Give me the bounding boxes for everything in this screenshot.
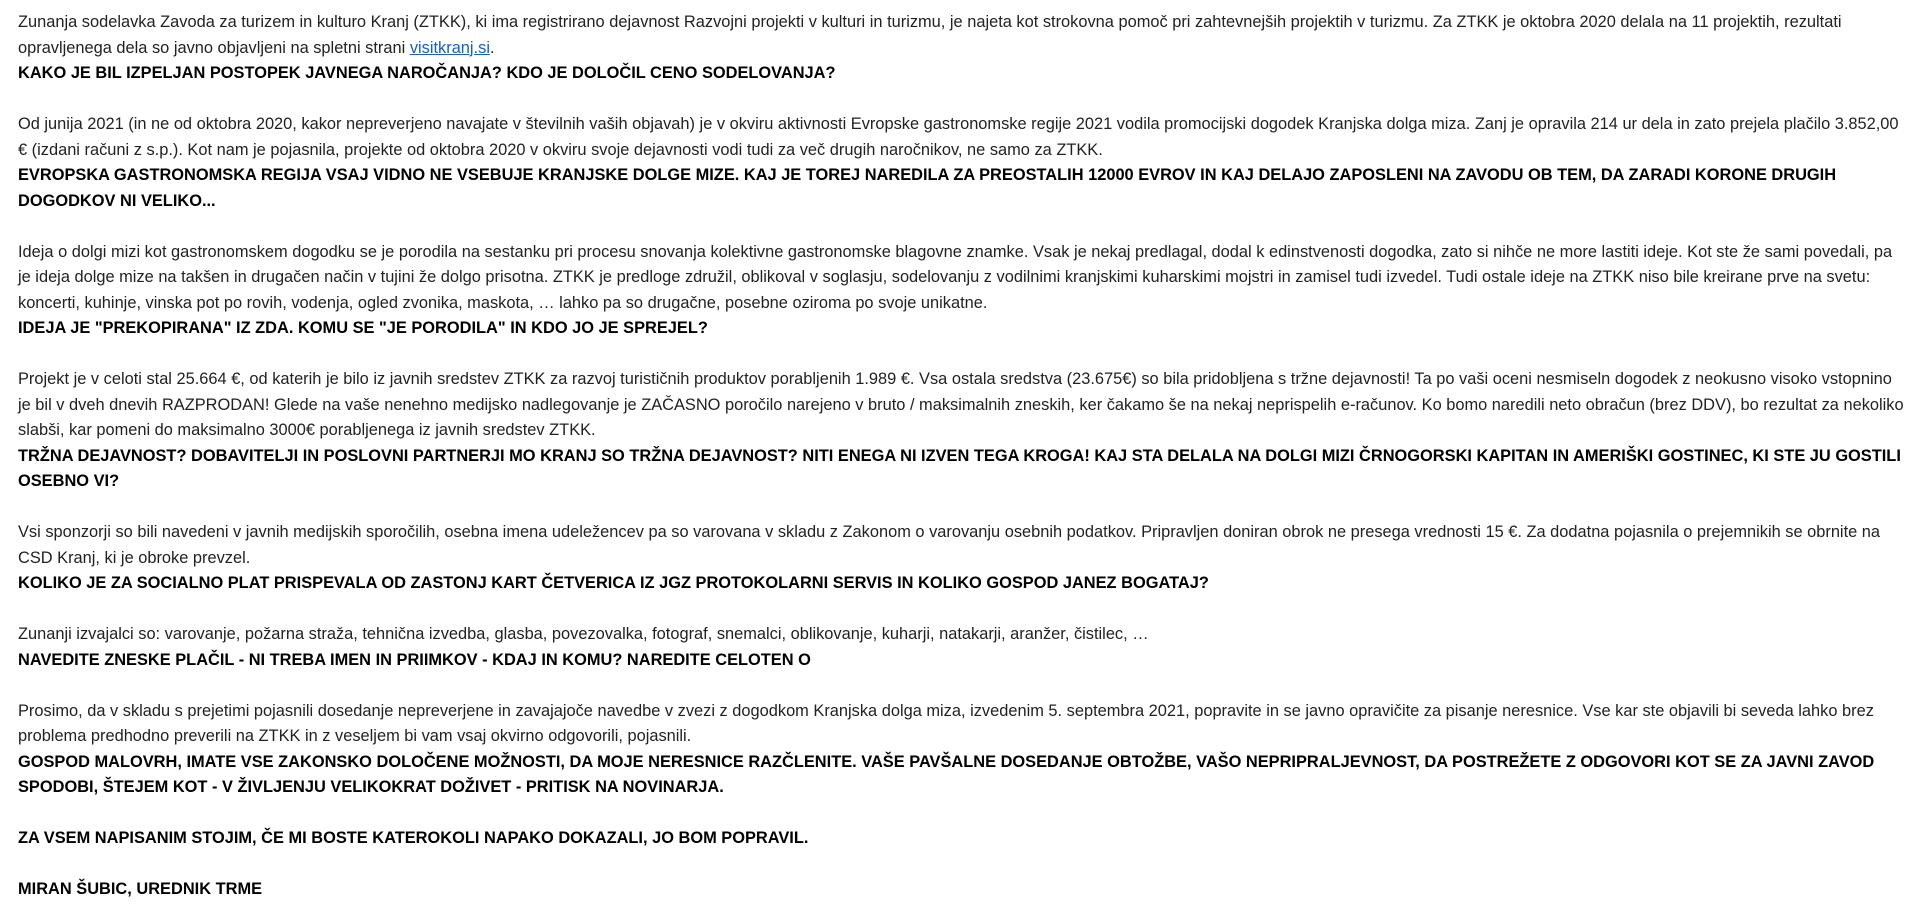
paragraph-spacer bbox=[18, 852, 1908, 878]
paragraph-spacer bbox=[18, 673, 1908, 699]
question-heading: NAVEDITE ZNESKE PLAČIL - NI TREBA IMEN IN PRIIMKOV - KDAJ IN KOMU? NAREDITE CELOTEN O bbox=[18, 650, 811, 669]
author-signature: MIRAN ŠUBIC, UREDNIK TRME bbox=[18, 880, 263, 898]
paragraph-spacer bbox=[18, 495, 1908, 521]
visitkranj-link[interactable]: visitkranj.si bbox=[409, 38, 490, 57]
question-heading: EVROPSKA GASTRONOMSKA REGIJA VSAJ VIDNO NE VSEBUJE KRANJSKE DOLGE MIZE. KAJ JE TOREJ NAREDILA ZA PREOSTALIH 12000 EVROV IN KAJ DELAJO ZAPOSLENI NA ZAVODU OB TEM, DA ZARADI KORONE DRUGIH DOGODKOV NI VELIKO... bbox=[18, 166, 1837, 210]
question-heading: TRŽNA DEJAVNOST? DOBAVITELJI IN POSLOVNI PARTNERJI MO KRANJ SO TRŽNA DEJAVNOST? NITI ENEGA NI IZVEN TEGA KROGA! KAJ STA DELALA NA DOLGI MIZI ČRNOGORSKI KAPITAN IN AMERIŠKI GOSTINEC, KI STE JU GOSTILI OSEBNO VI? bbox=[18, 446, 1901, 490]
article-body bbox=[18, 10, 1908, 903]
question-heading: GOSPOD MALOVRH, IMATE VSE ZAKONSKO DOLOČENE MOŽNOSTI, DA MOJE NERESNICE RAZČLENITE. VAŠE PAVŠALNE DOSEDANJE OBTOŽBE, VAŠO NEPRIPRALJEVNOST, DA POSTREŽETE Z ODGOVORI KOT SE ZA JAVNI ZAVOD SPODOBI, ŠTEJEM KOT - V ŽIVLJENJU VELIKOKRAT DOŽIVET - PRITISK NA NOVINARJA. bbox=[18, 752, 1875, 796]
question-heading: KOLIKO JE ZA SOCIALNO PLAT PRISPEVALA OD ZASTONJ KART ČETVERICA IZ JGZ PROTOKOLARNI SERVIS IN KOLIKO GOSPOD JANEZ BOGATAJ? bbox=[18, 574, 1209, 592]
answer-text-end: . bbox=[489, 38, 495, 57]
paragraph-spacer bbox=[18, 214, 1908, 240]
answer-text: Zunanja sodelavka Zavoda za turizem in kulturo Kranj (ZTKK), ki ima registrirano dejavnost Razvojni projekti v kulturi in turizmu, je najeta kot strokovna pomoč pri zahtevnejših projektih v turizmu. Za ZTKK je oktobra 2020 delala na 11 projektih, rezultati opravljenega dela so javno objavljeni na spletni strani bbox=[18, 13, 1842, 57]
paragraph-spacer bbox=[18, 87, 1908, 113]
answer-paragraph: Zunanji izvajalci so: varovanje, požarna straža, tehnična izvedba, glasba, povezovalka, fotograf, snemalci, oblikovanje, kuharji, natakarji, aranžer, čistilec, … bbox=[18, 625, 1149, 643]
answer-paragraph: Od junija 2021 (in ne od oktobra 2020, kakor nepreverjeno navajate v številnih vaših objavah) je v okviru aktivnosti Evropske gastronomske regije 2021 vodila promocijski dogodek Kranjska dolga miza. Zanj je opravila 214 ur dela in zato prejela plačilo 3.852,00 € (izdani računi z s.p.). Kot nam je pojasnila, projekte od oktobra 2020 v okviru svoje dejavnosti vodi tudi za več drugih naročnikov, ne samo za ZTKK. bbox=[18, 115, 1899, 159]
answer-paragraph: Prosimo, da v skladu s prejetimi pojasnili dosedanje nepreverjene in zavajajoče navedbe v zvezi z dogodkom Kranjska dolga miza, izvedenim 5. septembra 2021, popravite in se javno opravičite za pisanje neresnice. Vse kar ste objavili bi seveda lahko brez problema predhodno preverili na ZTKK in z veseljem bi vam vsaj okvirno odgovorili, pojasnili. bbox=[18, 701, 1874, 745]
answer-paragraph: Vsi sponzorji so bili navedeni v javnih medijskih sporočilih, osebna imena udeležencev pa so varovana v skladu z Zakonom o varovanju osebnih podatkov. Pripravljen doniran obrok ne presega vrednosti 15 €. Za dodatna pojasnila o prejemnikih se obrnite na CSD Kranj, ki je obroke prevzel. bbox=[18, 523, 1881, 567]
question-heading: IDEJA JE "PREKOPIRANA" IZ ZDA. KOMU SE "JE PORODILA" IN KDO JO JE SPREJEL? bbox=[18, 319, 708, 337]
closing-statement: ZA VSEM NAPISANIM STOJIM, ČE MI BOSTE KATEROKOLI NAPAKO DOKAZALI, JO BOM POPRAVIL. bbox=[18, 829, 809, 847]
paragraph-spacer bbox=[18, 597, 1908, 623]
paragraph-spacer bbox=[18, 801, 1908, 827]
answer-paragraph: Ideja o dolgi mizi kot gastronomskem dogodku se je porodila na sestanku pri procesu snovanja kolektivne gastronomske blagovne znamke. Vsak je nekaj predlagal, dodal k edinstvenosti dogodka, zato si nihče ne more lastiti ideje. Kot ste že sami povedali, pa je ideja dolge mize na takšen in drugačen način v tujini že dolgo prisotna. ZTKK je predloge združil, oblikoval v soglasju, sodelovanju z vodilnimi kranjskimi kuharskimi mojstri in zamisel tudi izvedel. Tudi ostale ideje na ZTKK niso bile kreirane prve na svetu: koncerti, kuhinje, vinska pot po rovih, vodenja, ogled zvonika, maskota, … lahko pa so drugačne, posebne oziroma po svoje unikatne. bbox=[18, 242, 1893, 312]
question-heading: KAKO JE BIL IZPELJAN POSTOPEK JAVNEGA NAROČANJA? KDO JE DOLOČIL CENO SODELOVANJA? bbox=[18, 64, 836, 82]
answer-paragraph bbox=[18, 10, 1908, 61]
paragraph-spacer bbox=[18, 342, 1908, 368]
answer-paragraph: Projekt je v celoti stal 25.664 €, od katerih je bilo iz javnih sredstev ZTKK za razvoj turističnih produktov porabljenih 1.989 €. Vsa ostala sredstva (23.675€) so bila pridobljena s tržne dejavnosti! Ta po vaši oceni nesmiseln dogodek z neokusno visoko vstopnino je bil v dveh dnevih RAZPRODAN! Glede na vaše nenehno medijsko nadlegovanje je ZAČASNO poročilo narejeno v bruto / maksimalnih zneskih, ker čakamo še na nekaj neprispelih e-računov. Ko bomo naredili neto obračun (brez DDV), bo rezultat za nekoliko slabši, kar pomeni do maksimalno 3000€ porabljenega iz javnih sredstev ZTKK. bbox=[18, 370, 1904, 439]
